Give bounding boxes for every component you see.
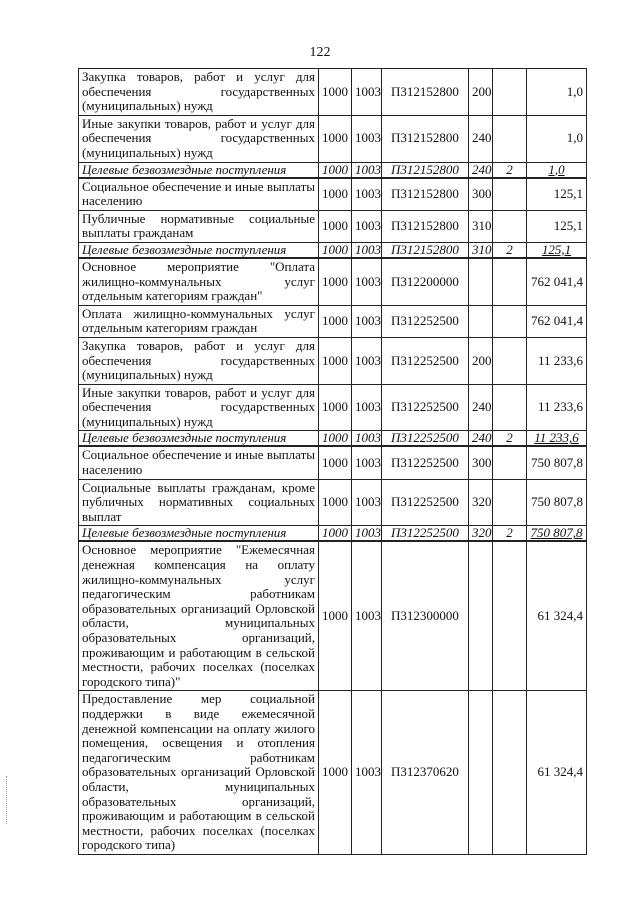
section-code-cell: 1000 (319, 479, 352, 526)
source-code-cell: 2 (493, 162, 527, 178)
source-code-cell: 2 (493, 431, 527, 447)
table-row-target-receipts (79, 431, 587, 447)
target-article-cell: П312252500 (382, 337, 469, 384)
page-number: 122 (309, 45, 331, 60)
row-name-cell: Предоставление мер социальной поддержки в виде ежемесячной денежной компенсации на оплату жилого помещения, освещения и отопления педагогическим работникам образовательных организаций Орловской области, муниципальных образовательных организаций, проживающим и работающим в сельской местности, рабочих поселках (поселках городского типа) (79, 691, 319, 855)
target-article-cell: П312152800 (382, 115, 469, 162)
section-code-cell: 1000 (319, 115, 352, 162)
section-code-cell: 1000 (319, 162, 352, 178)
section-code-cell: 1000 (319, 526, 352, 542)
table-row (79, 691, 587, 855)
source-code-cell (493, 115, 527, 162)
section-code-cell: 1000 (319, 337, 352, 384)
row-name-cell: Социальные выплаты гражданам, кроме публичных нормативных социальных выплат (79, 479, 319, 526)
subsection-code-cell: 1003 (352, 115, 382, 162)
expense-type-cell: 240 (469, 384, 493, 431)
source-code-cell (493, 258, 527, 305)
section-code-cell: 1000 (319, 384, 352, 431)
source-code-cell (493, 305, 527, 337)
subsection-code-cell: 1003 (352, 305, 382, 337)
subsection-code-cell: 1003 (352, 210, 382, 242)
section-code-cell: 1000 (319, 242, 352, 258)
subsection-code-cell: 1003 (352, 479, 382, 526)
subsection-code-cell: 1003 (352, 178, 382, 211)
table-row (79, 541, 587, 690)
target-article-cell: П312152800 (382, 162, 469, 178)
row-name-cell: Социальное обеспечение и иные выплаты населению (79, 178, 319, 211)
scan-margin-marks (6, 776, 9, 824)
amount-cell: 11 233,6 (527, 337, 587, 384)
amount-cell: 61 324,4 (527, 691, 587, 855)
target-article-cell: П312200000 (382, 258, 469, 305)
source-code-cell: 2 (493, 526, 527, 542)
table-row (79, 210, 587, 242)
section-code-cell: 1000 (319, 178, 352, 211)
source-code-cell (493, 384, 527, 431)
target-article-cell: П312300000 (382, 541, 469, 690)
subsection-code-cell: 1003 (352, 526, 382, 542)
table-row (79, 446, 587, 479)
row-name-cell: Целевые безвозмездные поступления (79, 431, 319, 447)
expense-type-cell (469, 305, 493, 337)
row-name-cell: Закупка товаров, работ и услуг для обеспечения государственных (муниципальных) нужд (79, 337, 319, 384)
source-code-cell (493, 69, 527, 116)
target-article-cell: П312370620 (382, 691, 469, 855)
row-name-cell: Закупка товаров, работ и услуг для обеспечения государственных (муниципальных) нужд (79, 69, 319, 116)
source-code-cell (493, 691, 527, 855)
expense-type-cell: 310 (469, 210, 493, 242)
section-code-cell: 1000 (319, 69, 352, 116)
table-row (79, 337, 587, 384)
table-row (79, 115, 587, 162)
target-article-cell: П312252500 (382, 446, 469, 479)
section-code-cell: 1000 (319, 258, 352, 305)
target-article-cell: П312252500 (382, 384, 469, 431)
row-name-cell: Целевые безвозмездные поступления (79, 162, 319, 178)
expense-type-cell (469, 691, 493, 855)
amount-cell: 11 233,6 (527, 431, 587, 447)
section-code-cell: 1000 (319, 446, 352, 479)
amount-cell: 750 807,8 (527, 526, 587, 542)
section-code-cell: 1000 (319, 691, 352, 855)
budget-table (78, 68, 587, 855)
amount-cell: 750 807,8 (527, 479, 587, 526)
expense-type-cell: 240 (469, 431, 493, 447)
row-name-cell: Публичные нормативные социальные выплаты гражданам (79, 210, 319, 242)
row-name-cell: Иные закупки товаров, работ и услуг для обеспечения государственных (муниципальных) нужд (79, 115, 319, 162)
target-article-cell: П312252500 (382, 526, 469, 542)
amount-cell: 125,1 (527, 178, 587, 211)
section-code-cell: 1000 (319, 431, 352, 447)
source-code-cell (493, 210, 527, 242)
target-article-cell: П312252500 (382, 479, 469, 526)
table-row (79, 69, 587, 116)
amount-cell: 762 041,4 (527, 258, 587, 305)
expense-type-cell: 200 (469, 69, 493, 116)
subsection-code-cell: 1003 (352, 337, 382, 384)
row-name-cell: Основное мероприятие "Оплата жилищно-коммунальных услуг отдельным категориям граждан" (79, 258, 319, 305)
section-code-cell: 1000 (319, 541, 352, 690)
row-name-cell: Оплата жилищно-коммунальных услуг отдельным категориям граждан (79, 305, 319, 337)
expense-type-cell: 300 (469, 178, 493, 211)
target-article-cell: П312252500 (382, 305, 469, 337)
table-row (79, 384, 587, 431)
table-row (79, 305, 587, 337)
subsection-code-cell: 1003 (352, 446, 382, 479)
section-code-cell: 1000 (319, 305, 352, 337)
source-code-cell (493, 337, 527, 384)
source-code-cell (493, 178, 527, 211)
amount-cell: 11 233,6 (527, 384, 587, 431)
subsection-code-cell: 1003 (352, 691, 382, 855)
target-article-cell: П312152800 (382, 210, 469, 242)
table-row (79, 479, 587, 526)
source-code-cell (493, 541, 527, 690)
target-article-cell: П312152800 (382, 178, 469, 211)
row-name-cell: Целевые безвозмездные поступления (79, 242, 319, 258)
row-name-cell: Целевые безвозмездные поступления (79, 526, 319, 542)
expense-type-cell: 320 (469, 526, 493, 542)
subsection-code-cell: 1003 (352, 541, 382, 690)
expense-type-cell (469, 258, 493, 305)
target-article-cell: П312152800 (382, 242, 469, 258)
table-row (79, 258, 587, 305)
table-body (79, 69, 587, 855)
amount-cell: 1,0 (527, 69, 587, 116)
source-code-cell (493, 479, 527, 526)
table-row-target-receipts (79, 162, 587, 178)
table-row (79, 178, 587, 211)
amount-cell: 61 324,4 (527, 541, 587, 690)
subsection-code-cell: 1003 (352, 258, 382, 305)
amount-cell: 125,1 (527, 242, 587, 258)
row-name-cell: Основное мероприятие "Ежемесячная денежная компенсация на оплату жилищно-коммунальных услуг педагогическим работникам образовательных организаций Орловской области, муниципальных образовательных организаций, проживающим и работающим в сельской местности, рабочих поселках (поселках городского типа)" (79, 541, 319, 690)
subsection-code-cell: 1003 (352, 431, 382, 447)
amount-cell: 750 807,8 (527, 446, 587, 479)
subsection-code-cell: 1003 (352, 242, 382, 258)
expense-type-cell: 240 (469, 115, 493, 162)
table-row-target-receipts (79, 242, 587, 258)
amount-cell: 125,1 (527, 210, 587, 242)
expense-type-cell: 320 (469, 479, 493, 526)
row-name-cell: Социальное обеспечение и иные выплаты населению (79, 446, 319, 479)
source-code-cell (493, 446, 527, 479)
source-code-cell: 2 (493, 242, 527, 258)
amount-cell: 762 041,4 (527, 305, 587, 337)
amount-cell: 1,0 (527, 162, 587, 178)
expense-type-cell: 240 (469, 162, 493, 178)
table-row-target-receipts (79, 526, 587, 542)
expense-type-cell: 310 (469, 242, 493, 258)
expense-type-cell (469, 541, 493, 690)
subsection-code-cell: 1003 (352, 162, 382, 178)
row-name-cell: Иные закупки товаров, работ и услуг для обеспечения государственных (муниципальных) нужд (79, 384, 319, 431)
target-article-cell: П312252500 (382, 431, 469, 447)
amount-cell: 1,0 (527, 115, 587, 162)
subsection-code-cell: 1003 (352, 384, 382, 431)
expense-type-cell: 300 (469, 446, 493, 479)
expense-type-cell: 200 (469, 337, 493, 384)
subsection-code-cell: 1003 (352, 69, 382, 116)
section-code-cell: 1000 (319, 210, 352, 242)
target-article-cell: П312152800 (382, 69, 469, 116)
